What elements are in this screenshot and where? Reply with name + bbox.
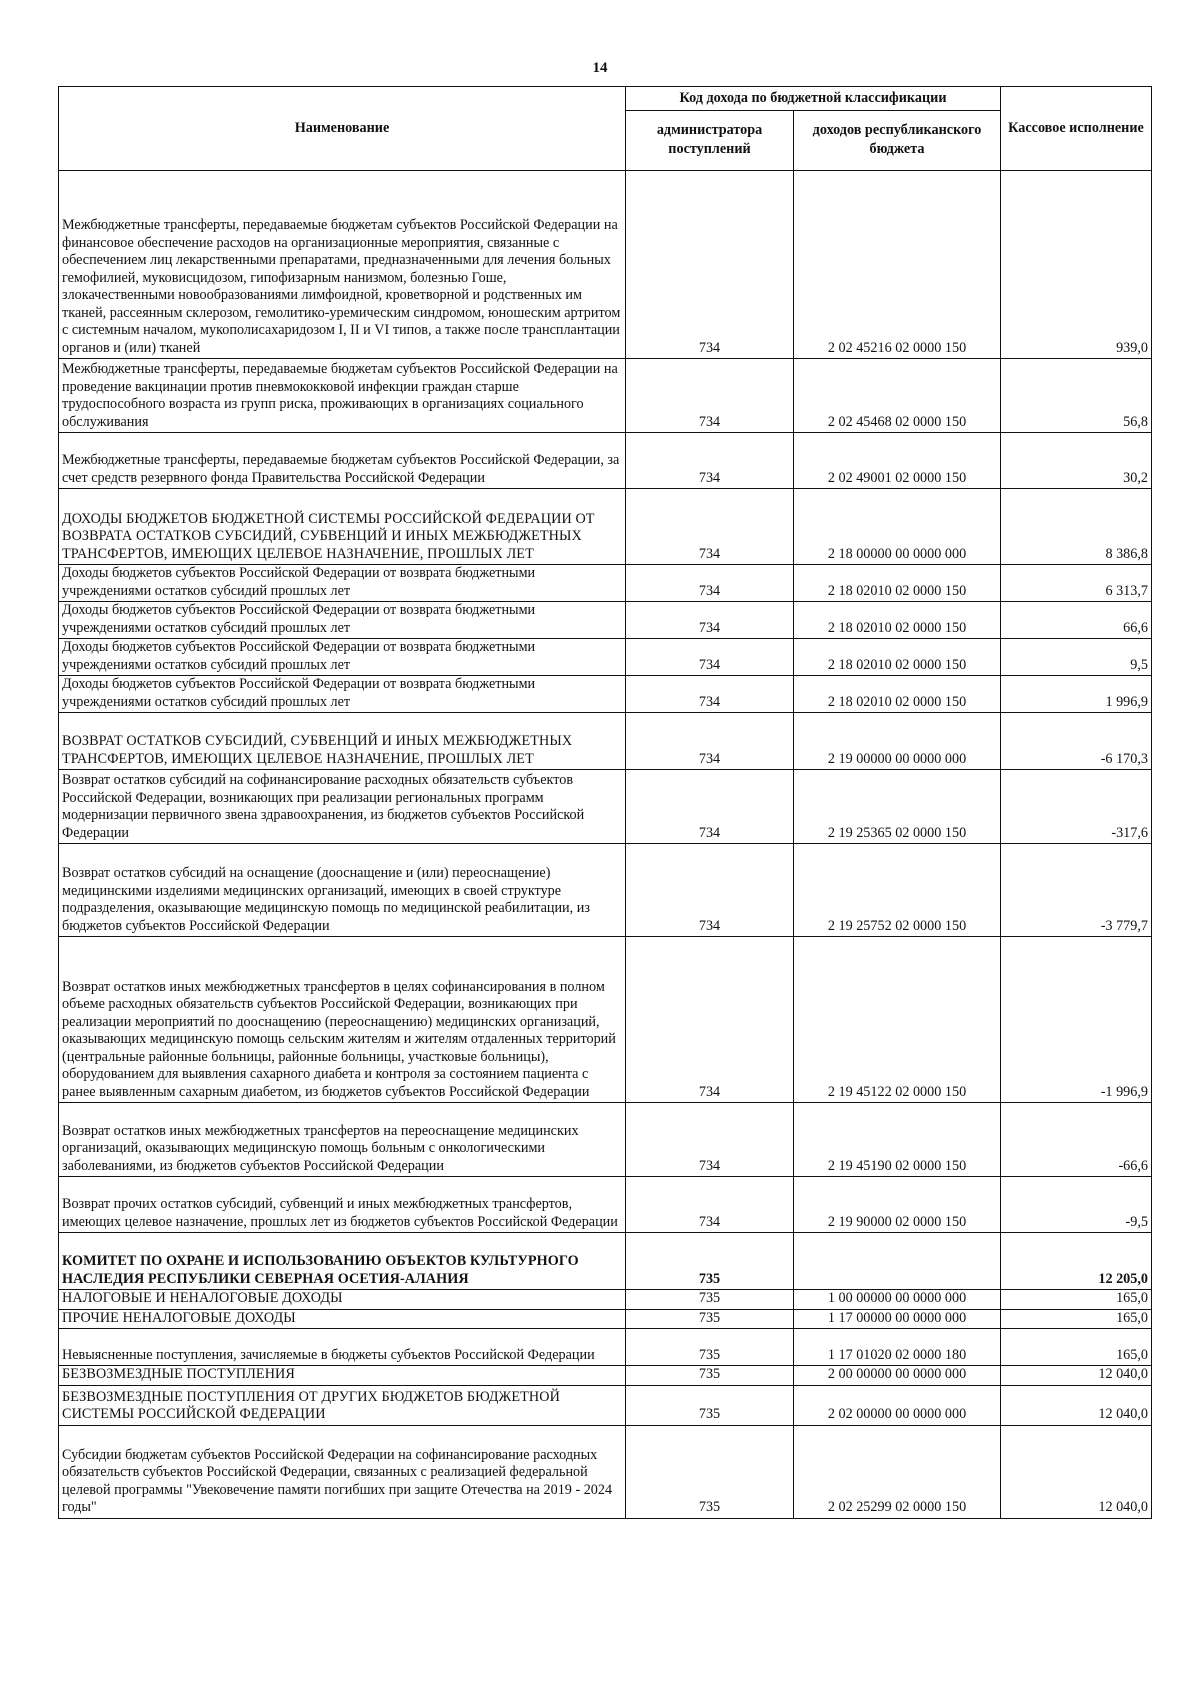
row-execution: -66,6 xyxy=(1001,1103,1152,1177)
row-execution: 165,0 xyxy=(1001,1290,1152,1310)
row-name: КОМИТЕТ ПО ОХРАНЕ И ИСПОЛЬЗОВАНИЮ ОБЪЕКТОВ КУЛЬТУРНОГО НАСЛЕДИЯ РЕСПУБЛИКИ СЕВЕРНАЯ ОСЕТИЯ-АЛАНИЯ xyxy=(59,1233,626,1290)
row-revenue-code: 2 19 45190 02 0000 150 xyxy=(794,1103,1001,1177)
table-row xyxy=(59,602,1152,639)
row-revenue-code: 2 18 02010 02 0000 150 xyxy=(794,639,1001,676)
row-name: Возврат остатков субсидий на софинансирование расходных обязательств субъектов Российской Федерации, возникающих при реализации региональных программ модернизации первичного звена здравоохранения, из бюджетов субъектов Российской Федерации xyxy=(59,770,626,844)
row-execution: -3 779,7 xyxy=(1001,844,1152,937)
row-admin-code: 734 xyxy=(626,489,794,565)
row-admin-code: 734 xyxy=(626,433,794,489)
row-revenue-code: 2 02 45216 02 0000 150 xyxy=(794,171,1001,359)
row-execution: 165,0 xyxy=(1001,1329,1152,1366)
table-row xyxy=(59,1385,1152,1425)
row-execution: 1 996,9 xyxy=(1001,676,1152,713)
header-name: Наименование xyxy=(59,87,626,171)
table-row xyxy=(59,1425,1152,1518)
row-name: Возврат остатков субсидий на оснащение (дооснащение и (или) переоснащение) медицинскими изделиями медицинских организаций, имеющих в своей структуре подразделения, оказывающие медицинскую помощь по медицинской реабилитации, из бюджетов субъектов Российской Федерации xyxy=(59,844,626,937)
header-execution: Кассовое исполнение xyxy=(1001,87,1152,171)
table-row xyxy=(59,171,1152,359)
table-row xyxy=(59,433,1152,489)
row-name: Возврат прочих остатков субсидий, субвенций и иных межбюджетных трансфертов, имеющих целевое назначение, прошлых лет из бюджетов субъектов Российской Федерации xyxy=(59,1177,626,1233)
row-execution: 939,0 xyxy=(1001,171,1152,359)
table-row xyxy=(59,1366,1152,1386)
row-execution: 12 205,0 xyxy=(1001,1233,1152,1290)
row-execution: -1 996,9 xyxy=(1001,937,1152,1103)
row-revenue-code: 2 19 25752 02 0000 150 xyxy=(794,844,1001,937)
row-execution: 165,0 xyxy=(1001,1309,1152,1329)
row-execution: 8 386,8 xyxy=(1001,489,1152,565)
row-admin-code: 735 xyxy=(626,1425,794,1518)
row-revenue-code: 2 18 00000 00 0000 000 xyxy=(794,489,1001,565)
row-admin-code: 735 xyxy=(626,1309,794,1329)
row-revenue-code: 2 19 45122 02 0000 150 xyxy=(794,937,1001,1103)
row-name: Доходы бюджетов субъектов Российской Федерации от возврата бюджетными учреждениями остатков субсидий прошлых лет xyxy=(59,676,626,713)
table-row xyxy=(59,844,1152,937)
row-admin-code: 734 xyxy=(626,171,794,359)
table-row xyxy=(59,713,1152,770)
page-number: 14 xyxy=(592,60,608,76)
table-row xyxy=(59,770,1152,844)
table-row xyxy=(59,359,1152,433)
row-name: ПРОЧИЕ НЕНАЛОГОВЫЕ ДОХОДЫ xyxy=(59,1309,626,1329)
table-row xyxy=(59,489,1152,565)
row-admin-code: 735 xyxy=(626,1385,794,1425)
table-row xyxy=(59,1103,1152,1177)
row-execution: 30,2 xyxy=(1001,433,1152,489)
row-revenue-code: 1 17 00000 00 0000 000 xyxy=(794,1309,1001,1329)
row-name: ДОХОДЫ БЮДЖЕТОВ БЮДЖЕТНОЙ СИСТЕМЫ РОССИЙСКОЙ ФЕДЕРАЦИИ ОТ ВОЗВРАТА ОСТАТКОВ СУБСИДИЙ, СУБВЕНЦИЙ И ИНЫХ МЕЖБЮДЖЕТНЫХ ТРАНСФЕРТОВ, ИМЕЮЩИХ ЦЕЛЕВОЕ НАЗНАЧЕНИЕ, ПРОШЛЫХ ЛЕТ xyxy=(59,489,626,565)
row-revenue-code: 2 19 25365 02 0000 150 xyxy=(794,770,1001,844)
row-admin-code: 735 xyxy=(626,1329,794,1366)
row-name: Возврат остатков иных межбюджетных трансфертов на переоснащение медицинских организаций, оказывающих медицинскую помощь больным с онкологическими заболеваниями, из бюджетов субъектов Российской Федерации xyxy=(59,1103,626,1177)
row-revenue-code: 2 02 49001 02 0000 150 xyxy=(794,433,1001,489)
table-row xyxy=(59,639,1152,676)
row-revenue-code: 2 02 25299 02 0000 150 xyxy=(794,1425,1001,1518)
row-admin-code: 734 xyxy=(626,359,794,433)
row-execution: 12 040,0 xyxy=(1001,1425,1152,1518)
row-admin-code: 734 xyxy=(626,602,794,639)
row-admin-code: 734 xyxy=(626,713,794,770)
row-execution: 12 040,0 xyxy=(1001,1385,1152,1425)
row-revenue-code: 1 17 01020 02 0000 180 xyxy=(794,1329,1001,1366)
row-execution: 66,6 xyxy=(1001,602,1152,639)
row-admin-code: 734 xyxy=(626,676,794,713)
header-revenue: доходов республиканского бюджета xyxy=(794,111,1001,171)
row-name: Межбюджетные трансферты, передаваемые бюджетам субъектов Российской Федерации, за счет средств резервного фонда Правительства Российской Федерации xyxy=(59,433,626,489)
header-code-group: Код дохода по бюджетной классификации xyxy=(626,87,1001,111)
row-admin-code: 735 xyxy=(626,1233,794,1290)
row-revenue-code xyxy=(794,1233,1001,1290)
row-name: БЕЗВОЗМЕЗДНЫЕ ПОСТУПЛЕНИЯ xyxy=(59,1366,626,1386)
header-admin: администратора поступлений xyxy=(626,111,794,171)
row-name: Межбюджетные трансферты, передаваемые бюджетам субъектов Российской Федерации на финансовое обеспечение расходов на организационные мероприятия, связанные с обеспечением лиц лекарственными препаратами, предназначенными для лечения больных гемофилией, муковисцидозом, гипофизарным нанизмом, болезнью Гоше, злокачественными новообразованиями лимфоидной, кроветворной и родственных им тканей, рассеянным склерозом, гемолитико-уремическим синдромом, юношеским артритом с системным началом, мукополисахаридозом I, II и VI типов, а также после трансплантации органов и (или) тканей xyxy=(59,171,626,359)
table-row xyxy=(59,1233,1152,1290)
row-admin-code: 735 xyxy=(626,1366,794,1386)
row-admin-code: 734 xyxy=(626,937,794,1103)
row-name: Невыясненные поступления, зачисляемые в бюджеты субъектов Российской Федерации xyxy=(59,1329,626,1366)
row-admin-code: 734 xyxy=(626,1103,794,1177)
row-name: НАЛОГОВЫЕ И НЕНАЛОГОВЫЕ ДОХОДЫ xyxy=(59,1290,626,1310)
row-revenue-code: 1 00 00000 00 0000 000 xyxy=(794,1290,1001,1310)
row-revenue-code: 2 18 02010 02 0000 150 xyxy=(794,565,1001,602)
row-name: Доходы бюджетов субъектов Российской Федерации от возврата бюджетными учреждениями остатков субсидий прошлых лет xyxy=(59,639,626,676)
row-revenue-code: 2 02 00000 00 0000 000 xyxy=(794,1385,1001,1425)
revenue-table xyxy=(58,86,1152,1519)
row-execution: -317,6 xyxy=(1001,770,1152,844)
row-execution: -9,5 xyxy=(1001,1177,1152,1233)
row-name: Доходы бюджетов субъектов Российской Федерации от возврата бюджетными учреждениями остатков субсидий прошлых лет xyxy=(59,602,626,639)
row-admin-code: 735 xyxy=(626,1290,794,1310)
row-name: Межбюджетные трансферты, передаваемые бюджетам субъектов Российской Федерации на проведение вакцинации против пневмококковой инфекции граждан старше трудоспособного возраста из групп риска, проживающих в организациях социального обслуживания xyxy=(59,359,626,433)
table-row xyxy=(59,937,1152,1103)
table-row xyxy=(59,1290,1152,1310)
table-row xyxy=(59,1177,1152,1233)
row-admin-code: 734 xyxy=(626,770,794,844)
row-revenue-code: 2 19 00000 00 0000 000 xyxy=(794,713,1001,770)
row-revenue-code: 2 18 02010 02 0000 150 xyxy=(794,676,1001,713)
row-admin-code: 734 xyxy=(626,844,794,937)
row-revenue-code: 2 00 00000 00 0000 000 xyxy=(794,1366,1001,1386)
table-row xyxy=(59,676,1152,713)
row-admin-code: 734 xyxy=(626,1177,794,1233)
row-execution: 6 313,7 xyxy=(1001,565,1152,602)
row-execution: 12 040,0 xyxy=(1001,1366,1152,1386)
row-admin-code: 734 xyxy=(626,639,794,676)
row-revenue-code: 2 18 02010 02 0000 150 xyxy=(794,602,1001,639)
row-revenue-code: 2 19 90000 02 0000 150 xyxy=(794,1177,1001,1233)
row-execution: 56,8 xyxy=(1001,359,1152,433)
table-row xyxy=(59,1329,1152,1366)
row-name: ВОЗВРАТ ОСТАТКОВ СУБСИДИЙ, СУБВЕНЦИЙ И ИНЫХ МЕЖБЮДЖЕТНЫХ ТРАНСФЕРТОВ, ИМЕЮЩИХ ЦЕЛЕВОЕ НАЗНАЧЕНИЕ, ПРОШЛЫХ ЛЕТ xyxy=(59,713,626,770)
row-name: Доходы бюджетов субъектов Российской Федерации от возврата бюджетными учреждениями остатков субсидий прошлых лет xyxy=(59,565,626,602)
row-name: Субсидии бюджетам субъектов Российской Федерации на софинансирование расходных обязательств субъектов Российской Федерации, связанных с реализацией федеральной целевой программы "Увековечение памяти погибших при защите Отечества на 2019 - 2024 годы" xyxy=(59,1425,626,1518)
row-execution: 9,5 xyxy=(1001,639,1152,676)
row-name: Возврат остатков иных межбюджетных трансфертов в целях софинансирования в полном объеме расходных обязательств субъектов Российской Федерации, возникающих при реализации мероприятий по дооснащению (переоснащению) медицинских организаций, оказывающих медицинскую помощь сельским жителям и жителям отдаленных территорий (центральные районные больницы, районные больницы, участковые больницы), оборудованием для выявления сахарного диабета и контроля за состоянием пациента с ранее выявленным сахарным диабетом, из бюджетов субъектов Российской Федерации xyxy=(59,937,626,1103)
table-row xyxy=(59,565,1152,602)
table-row xyxy=(59,1309,1152,1329)
row-execution: -6 170,3 xyxy=(1001,713,1152,770)
row-name: БЕЗВОЗМЕЗДНЫЕ ПОСТУПЛЕНИЯ ОТ ДРУГИХ БЮДЖЕТОВ БЮДЖЕТНОЙ СИСТЕМЫ РОССИЙСКОЙ ФЕДЕРАЦИИ xyxy=(59,1385,626,1425)
row-admin-code: 734 xyxy=(626,565,794,602)
row-revenue-code: 2 02 45468 02 0000 150 xyxy=(794,359,1001,433)
